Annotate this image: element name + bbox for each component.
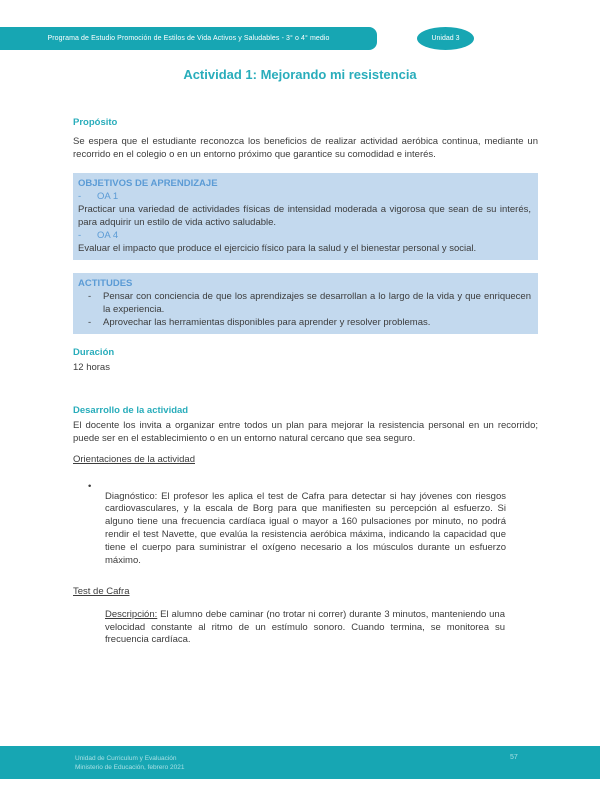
actitudes-box	[73, 273, 538, 334]
orientaciones-heading: Orientaciones de la actividad	[73, 454, 195, 466]
activity-title: Actividad 1: Mejorando mi resistencia	[183, 67, 417, 82]
actitud-2-text: Aprovechar las herramientas disponibles para aprender y resolver problemas.	[103, 317, 431, 329]
actitud-1-dash: -	[88, 291, 92, 303]
oa1-text: Practicar una variedad de actividades físicas de intensidad moderada a vigorosa que sean de su interés, para adquirir un estilo de vida activo saludable.	[78, 204, 531, 229]
unit-badge-label: Unidad 3	[431, 35, 460, 42]
objetivos-heading: OBJETIVOS DE APRENDIZAJE	[78, 178, 218, 190]
test-cafra-heading: Test de Cafra	[73, 585, 130, 597]
oa4-text: Evaluar el impacto que produce el ejercicio físico para la salud y el bienestar personal y social.	[78, 243, 477, 255]
actitud-1-text: Pensar con conciencia de que los aprendizajes se desarrollan a lo largo de la vida y que enriquecen la experiencia.	[103, 291, 531, 316]
page-number: 57	[510, 754, 518, 761]
program-header-bar	[0, 27, 377, 50]
objetivos-box	[73, 173, 538, 260]
oa1-label: OA 1	[97, 191, 119, 203]
diagnostico-bullet	[73, 481, 538, 577]
program-header-label: Programa de Estudio Promoción de Estilos de Vida Activos y Saludables - 3° o 4° medio	[47, 35, 330, 42]
oa1-dash: -	[78, 191, 82, 203]
actitud-item-2	[78, 316, 531, 329]
descripcion-text: El alumno debe caminar (no trotar ni correr) durante 3 minutos, manteniendo una velocidad constante al ritmo de un estímulo sonoro. Cuando termina, se monitorea su frecuencia cardíaca.	[105, 608, 505, 646]
footer-line2: Ministerio de Educación, febrero 2021	[75, 763, 185, 771]
oa1-label-row	[78, 190, 531, 203]
desarrollo-paragraph: El docente los invita a organizar entre todos un plan para mejorar la resistencia personal en un recorrido; puede ser en el establecimiento o en un entorno natural cercano que sea seguro.	[73, 419, 538, 444]
oa4-dash: -	[78, 230, 82, 242]
actitud-item-1	[78, 290, 531, 316]
footer-credits	[75, 754, 184, 772]
desarrollo-heading: Desarrollo de la actividad	[73, 404, 189, 416]
actitudes-heading: ACTITUDES	[78, 278, 133, 290]
bullet-icon: •	[88, 481, 92, 493]
proposito-heading: Propósito	[73, 117, 118, 128]
document-body	[73, 117, 538, 647]
diagnostico-text: Diagnóstico: El profesor les aplica el test de Cafra para detectar si hay jóvenes con riesgos cardiovasculares, y la escala de Borg para que manifiesten su percepción al esfuerzo. Si alguno tiene una frecuencia cardíaca igual o mayor a 160 pulsaciones por minuto, no podrá rendir el test Navette, que evalúa la resistencia aeróbica máxima, indicando la capacidad que tiene el cuerpo para suministrar el oxígeno necesario a los músculos durante un esfuerzo máximo.	[105, 490, 506, 566]
oa4-label: OA 4	[97, 230, 119, 242]
duracion-value: 12 horas	[73, 362, 110, 374]
proposito-paragraph: Se espera que el estudiante reconozca los beneficios de realizar actividad aeróbica continua, mediante un recorrido en el colegio o en un entorno próximo que garantice su comodidad e interés.	[73, 135, 538, 160]
footer-bar	[0, 746, 600, 779]
duracion-heading: Duración	[73, 347, 115, 359]
oa4-label-row	[78, 229, 531, 242]
descripcion-paragraph	[105, 609, 505, 647]
actitud-2-dash: -	[88, 317, 92, 329]
footer-line1: Unidad de Curriculum y Evaluación	[75, 754, 177, 762]
descripcion-label: Descripción:	[105, 608, 158, 620]
unit-badge	[417, 27, 474, 50]
